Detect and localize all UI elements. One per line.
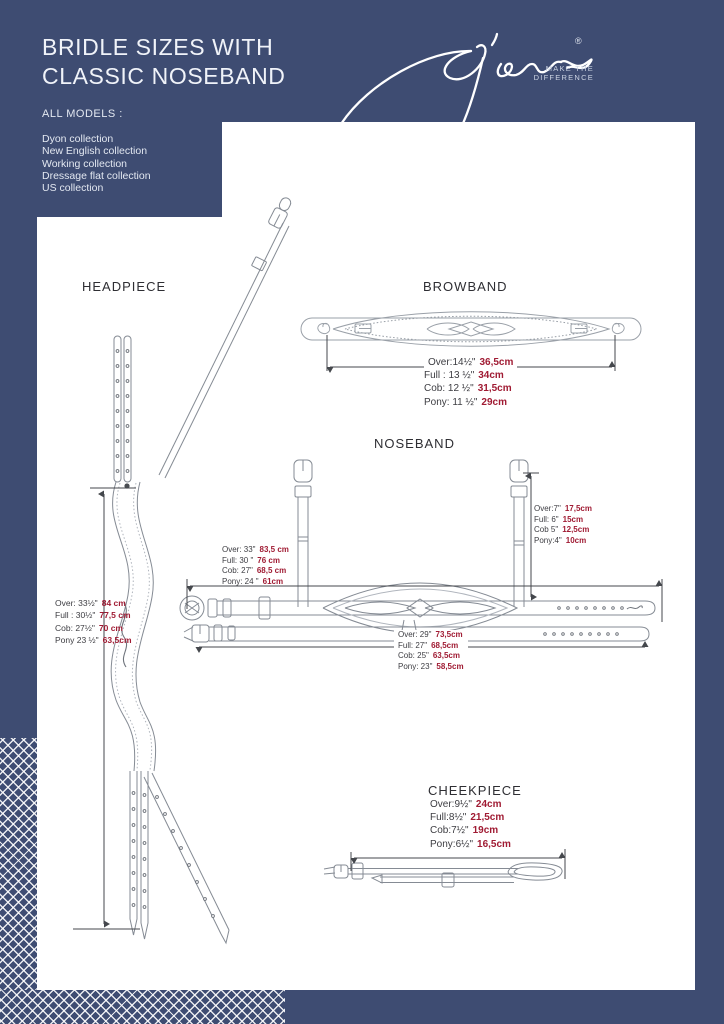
size-row: Pony 23 ½" 63,5cm — [55, 635, 132, 646]
headpiece-label: HEADPIECE — [82, 279, 167, 294]
title-line-1: BRIDLE SIZES WITH — [42, 34, 274, 60]
size-row: Pony: 24 " 61cm — [222, 576, 284, 586]
size-row: Cob:7½" 19cm — [430, 825, 499, 837]
headpiece-sizes — [55, 597, 132, 647]
size-row: Full: 30 " 76 cm — [222, 555, 280, 565]
collection-item: New English collection — [42, 145, 148, 158]
size-row: Full : 13 ½" 34cm — [424, 370, 504, 382]
collections-list — [42, 133, 151, 194]
collection-item: Dressage flat collection — [42, 169, 151, 182]
noseband-bottom-sizes — [394, 630, 468, 672]
logo-tagline: MAKE THE DIFFERENCE — [533, 64, 594, 82]
size-row: Cob: 27½" 70 cm — [55, 622, 123, 633]
all-models-label: ALL MODELS : — [42, 108, 123, 120]
cheekpiece-label: CHEEKPIECE — [428, 783, 522, 798]
browband-sizes — [424, 356, 517, 409]
cheekpiece-sizes — [426, 798, 515, 851]
registered-trademark-icon: ® — [575, 36, 582, 46]
collection-item: Working collection — [42, 157, 128, 170]
size-row: Pony:4" 10cm — [534, 535, 587, 545]
size-row: Full : 30½" 77,5 cm — [55, 610, 131, 621]
size-row: Full:8½" 21,5cm — [430, 812, 505, 824]
cheekpiece-diagram — [322, 847, 578, 897]
collection-item: US collection — [42, 182, 104, 195]
size-row: Over: 33½" 84 cm — [55, 598, 126, 608]
title-line-2: CLASSIC NOSEBAND — [42, 63, 286, 89]
size-row: Cob 5" 12,5cm — [534, 525, 590, 535]
size-row: Full: 6" 15cm — [534, 514, 584, 524]
size-row: Full: 27" 68,5cm — [398, 640, 459, 650]
size-row: Cob: 27" 68,5 cm — [222, 566, 287, 576]
size-row: Cob: 12 ½" 31,5cm — [424, 383, 512, 395]
size-row: Over:7" 17,5cm — [534, 504, 592, 513]
noseband-top-sizes — [222, 545, 289, 587]
size-row: Cob: 25" 63,5cm — [398, 651, 460, 661]
size-row: Pony: 11 ½" 29cm — [424, 396, 507, 408]
size-row: Over:9½" 24cm — [430, 799, 502, 810]
size-row: Pony:6½" 16,5cm — [430, 838, 511, 850]
noseband-hanger-sizes — [534, 504, 592, 546]
geometric-pattern-bottom — [0, 990, 285, 1024]
size-row: Pony: 23" 58,5cm — [398, 661, 464, 671]
browband-label: BROWBAND — [423, 279, 508, 294]
page-title — [42, 33, 332, 91]
collection-item: Dyon collection — [42, 133, 114, 145]
size-row: Over: 33" 83,5 cm — [222, 545, 289, 554]
noseband-label: NOSEBAND — [374, 436, 455, 451]
size-row: Over: 29" 73,5cm — [398, 630, 463, 639]
size-row: Over:14½" 36,5cm — [424, 356, 517, 369]
geometric-pattern-left — [0, 738, 37, 1024]
